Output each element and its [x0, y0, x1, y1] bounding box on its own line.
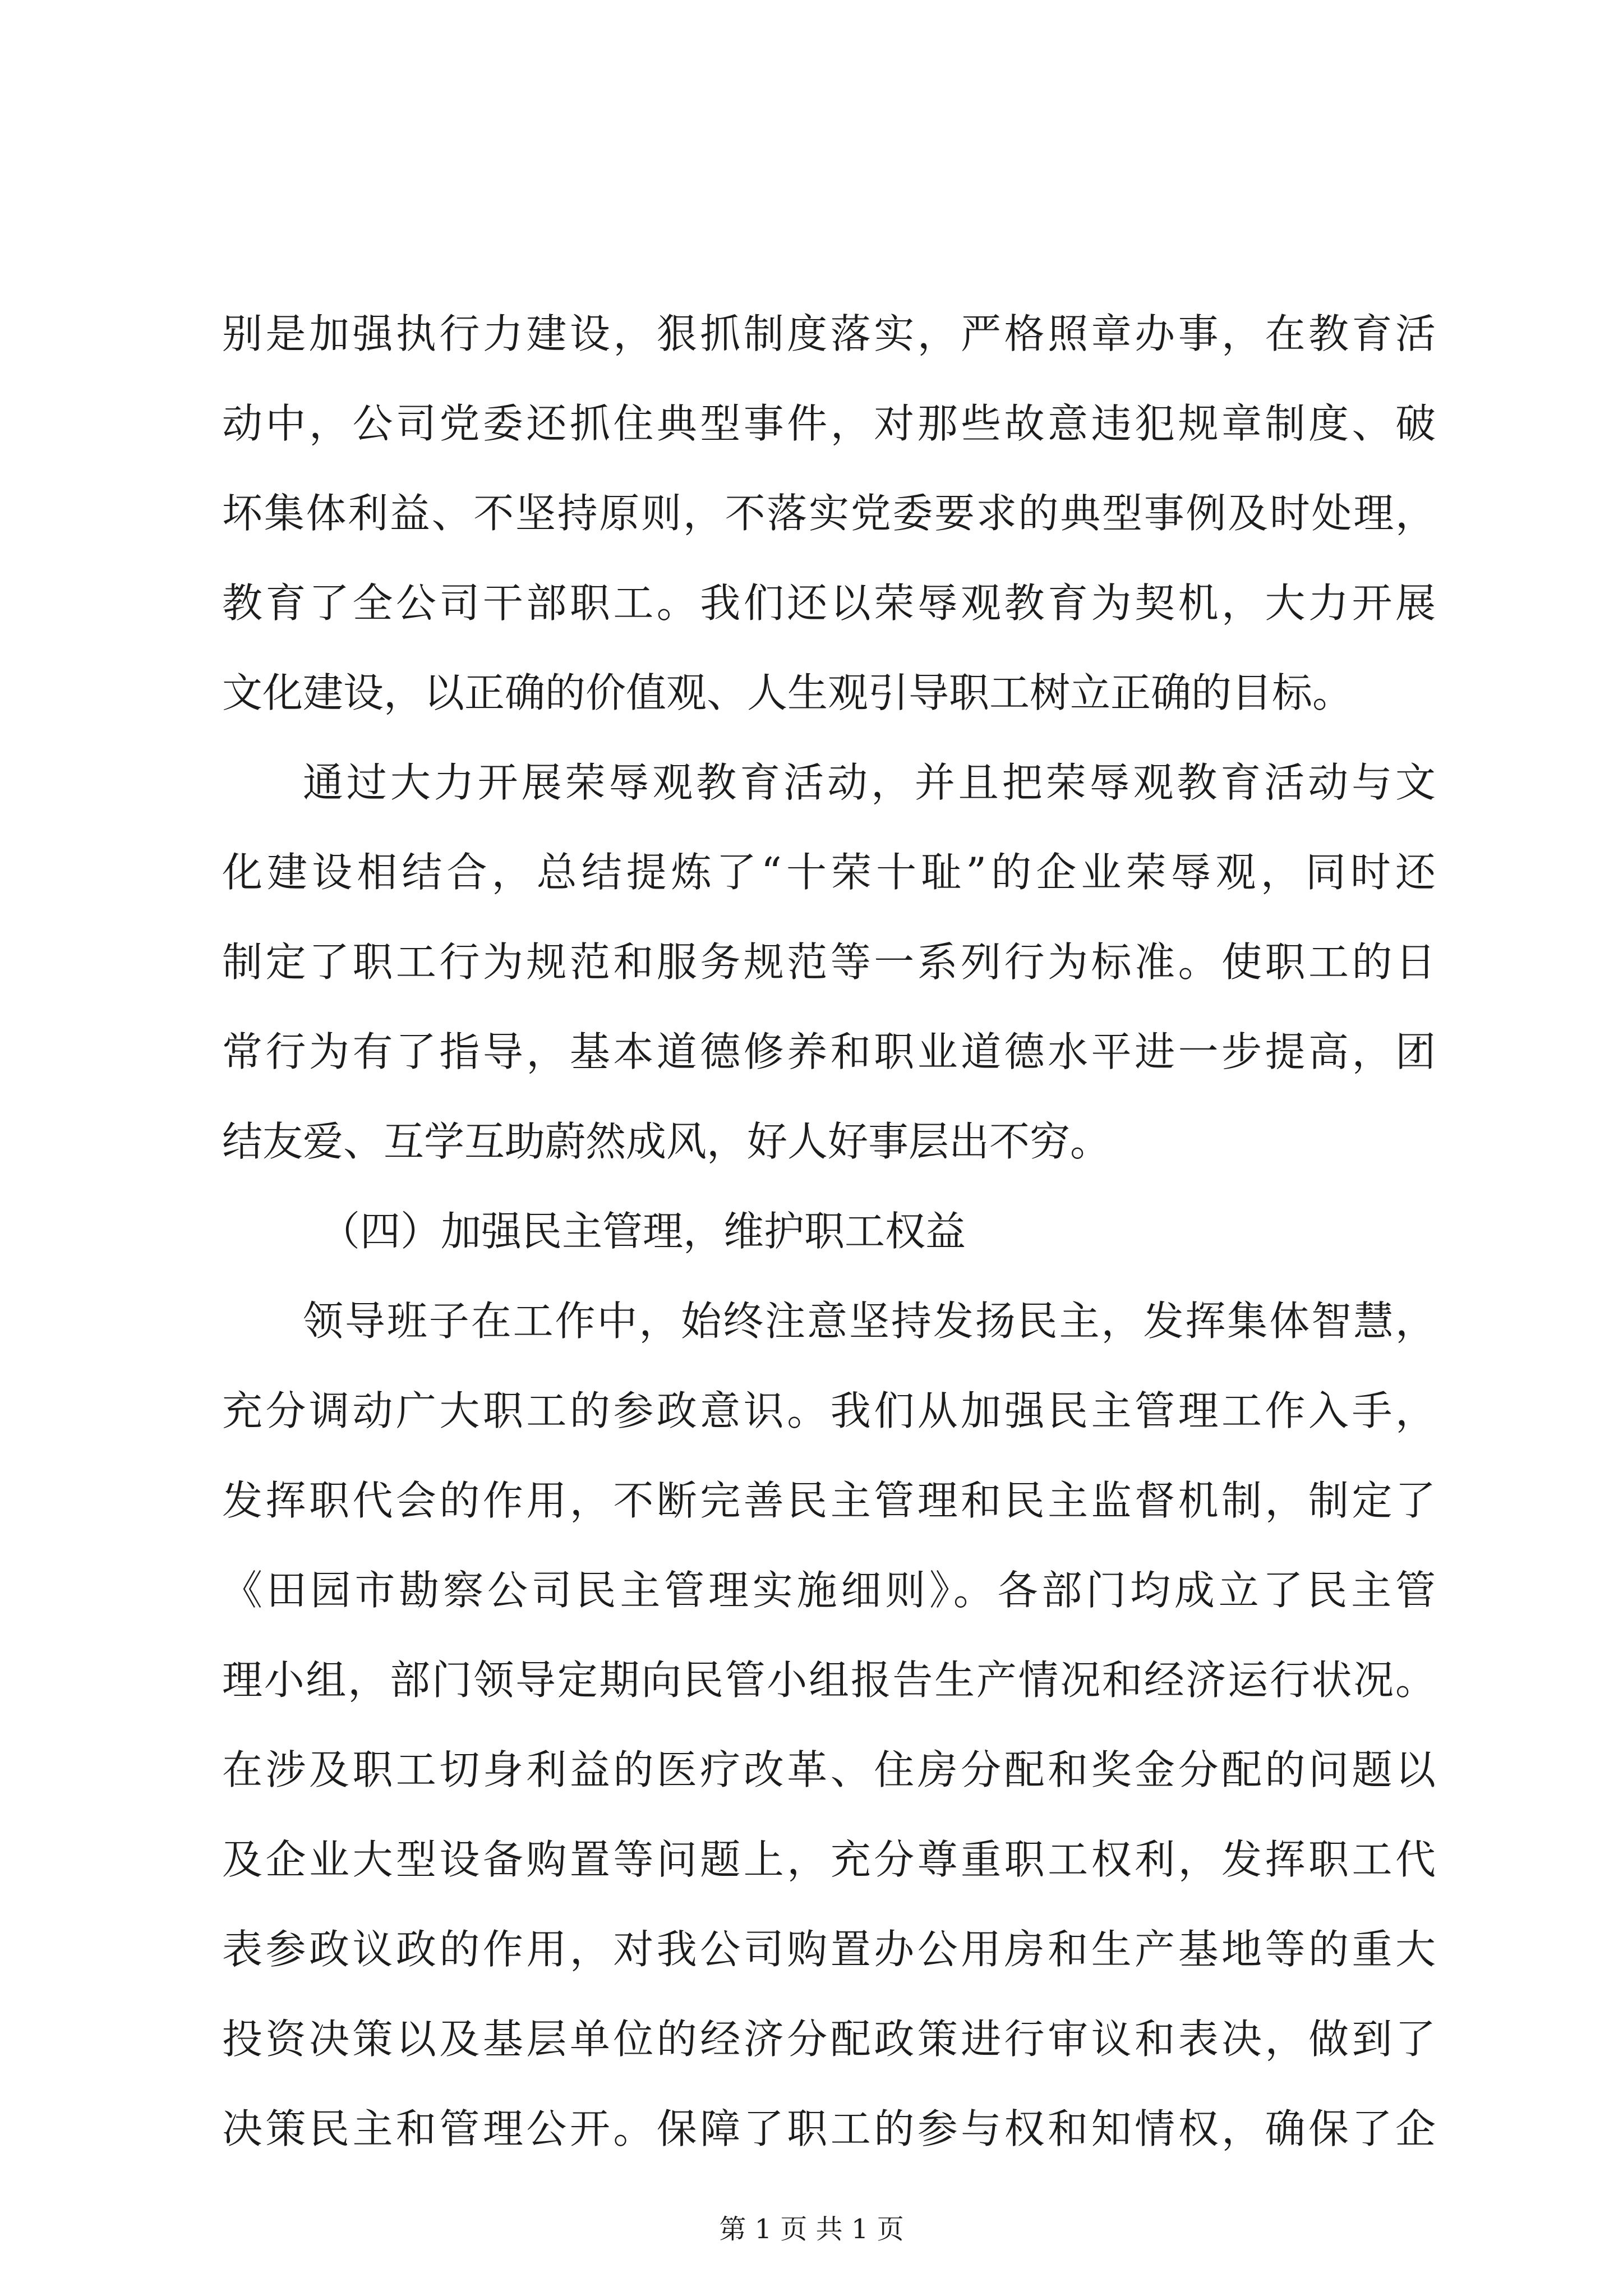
- page-number-footer: 第 1 页 共 1 页: [719, 2214, 904, 2245]
- text-line: 结友爱、互学互助蔚然成风，好人好事层出不穷。: [222, 1118, 1111, 1165]
- text-line: 常行为有了指导，基本道德修养和职业道德水平进一步提高，团: [222, 1028, 1436, 1075]
- text-line: 坏集体利益、不坚持原则，不落实党委要求的典型事例及时处理，: [222, 490, 1436, 537]
- text-line: 充分调动广大职工的参政意识。我们从加强民主管理工作入手，: [222, 1387, 1436, 1434]
- text-line: 制定了职工行为规范和服务规范等一系列行为标准。使职工的日: [222, 938, 1436, 986]
- text-line: 决策民主和管理公开。保障了职工的参与权和知情权，确保了企: [222, 2105, 1436, 2152]
- text-line: 《田园市勘察公司民主管理实施细则》。各部门均成立了民主管: [222, 1567, 1436, 1614]
- text-line: 通过大力开展荣辱观教育活动，并且把荣辱观教育活动与文: [303, 759, 1436, 806]
- text-line: 教育了全公司干部职工。我们还以荣辱观教育为契机，大力开展: [222, 579, 1436, 627]
- text-line: 发挥职代会的作用，不断完善民主管理和民主监督机制，制定了: [222, 1477, 1436, 1524]
- text-line: 在涉及职工切身利益的医疗改革、住房分配和奖金分配的问题以: [222, 1746, 1436, 1793]
- text-line: 别是加强执行力建设，狠抓制度落实，严格照章办事，在教育活: [222, 310, 1436, 357]
- text-line: 理小组，部门领导定期向民管小组报告生产情况和经济运行状况。: [222, 1657, 1436, 1704]
- text-line: 及企业大型设备购置等问题上，充分尊重职工权利，发挥职工代: [222, 1836, 1436, 1883]
- text-line: 投资决策以及基层单位的经济分配政策进行审议和表决，做到了: [222, 2016, 1436, 2063]
- section-heading: （四）加强民主管理，维护职工权益: [320, 1208, 966, 1255]
- text-line: 领导班子在工作中，始终注意坚持发扬民主，发挥集体智慧，: [303, 1297, 1436, 1345]
- text-line: 动中，公司党委还抓住典型事件，对那些故意违犯规章制度、破: [222, 400, 1436, 447]
- text-line: 化建设相结合，总结提炼了“十荣十耻”的企业荣辱观，同时还: [222, 849, 1436, 896]
- text-line: 文化建设，以正确的价值观、人生观引导职工树立正确的目标。: [222, 669, 1353, 716]
- text-line: 表参政议政的作用，对我公司购置办公用房和生产基地等的重大: [222, 1926, 1436, 1973]
